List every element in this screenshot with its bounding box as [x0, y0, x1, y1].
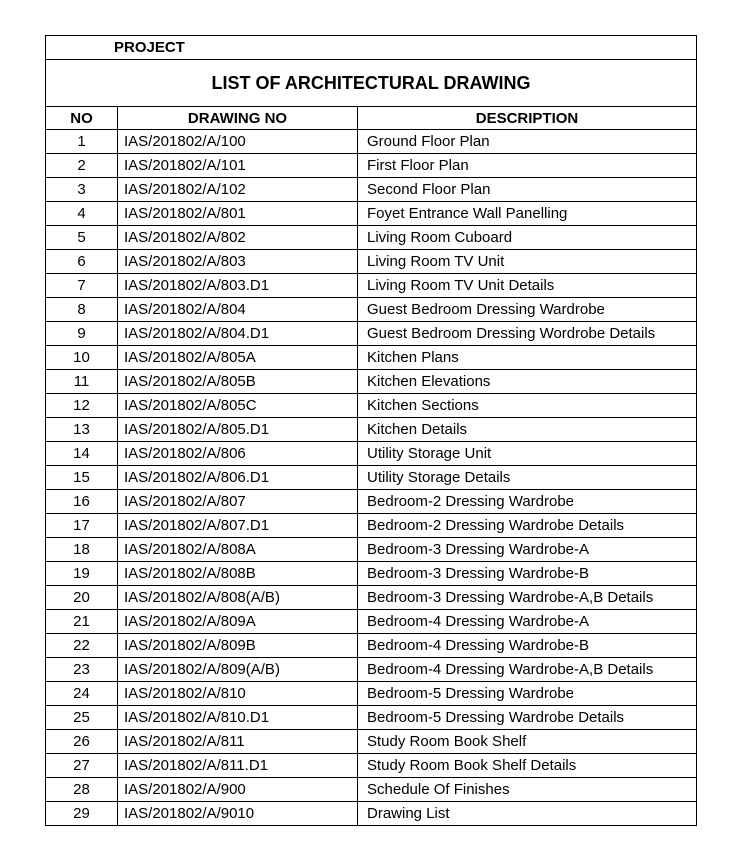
table-row: [46, 298, 697, 322]
drawing-description: Bedroom-4 Dressing Wardrobe-A,B Details: [358, 658, 697, 682]
table-row: [46, 130, 697, 154]
project-row: [46, 36, 697, 60]
table-row: [46, 706, 697, 730]
column-header-row: [46, 107, 697, 130]
drawing-description: Living Room TV Unit Details: [358, 274, 697, 298]
drawing-list-sheet: [45, 35, 696, 826]
row-number: 1: [46, 130, 118, 154]
row-number: 10: [46, 346, 118, 370]
drawing-number: IAS/201802/A/804.D1: [118, 322, 358, 346]
table-row: [46, 514, 697, 538]
drawing-description: Study Room Book Shelf Details: [358, 754, 697, 778]
row-number: 29: [46, 802, 118, 826]
drawing-description: Kitchen Elevations: [358, 370, 697, 394]
table-row: [46, 562, 697, 586]
row-number: 7: [46, 274, 118, 298]
table-row: [46, 154, 697, 178]
drawing-number: IAS/201802/A/809(A/B): [118, 658, 358, 682]
drawing-description: Bedroom-2 Dressing Wardrobe: [358, 490, 697, 514]
row-number: 11: [46, 370, 118, 394]
row-number: 23: [46, 658, 118, 682]
table-row: [46, 802, 697, 826]
drawing-number: IAS/201802/A/100: [118, 130, 358, 154]
drawing-number: IAS/201802/A/811.D1: [118, 754, 358, 778]
row-number: 20: [46, 586, 118, 610]
row-number: 13: [46, 418, 118, 442]
drawing-number: IAS/201802/A/810.D1: [118, 706, 358, 730]
drawing-number: IAS/201802/A/803.D1: [118, 274, 358, 298]
column-header-drawing-no: DRAWING NO: [118, 107, 358, 130]
drawing-number: IAS/201802/A/9010: [118, 802, 358, 826]
table-row: [46, 250, 697, 274]
drawing-number: IAS/201802/A/807.D1: [118, 514, 358, 538]
drawing-description: Bedroom-3 Dressing Wardrobe-A: [358, 538, 697, 562]
table-row: [46, 226, 697, 250]
drawing-description: Bedroom-4 Dressing Wardrobe-B: [358, 634, 697, 658]
table-row: [46, 778, 697, 802]
table-row: [46, 346, 697, 370]
table-row: [46, 418, 697, 442]
row-number: 6: [46, 250, 118, 274]
table-row: [46, 466, 697, 490]
table-row: [46, 202, 697, 226]
drawing-description: Drawing List: [358, 802, 697, 826]
table-row: [46, 754, 697, 778]
table-row: [46, 370, 697, 394]
drawing-description: Living Room TV Unit: [358, 250, 697, 274]
table-row: [46, 658, 697, 682]
drawing-description: Utility Storage Unit: [358, 442, 697, 466]
table-row: [46, 634, 697, 658]
row-number: 16: [46, 490, 118, 514]
row-number: 4: [46, 202, 118, 226]
row-number: 17: [46, 514, 118, 538]
drawing-description: Living Room Cuboard: [358, 226, 697, 250]
table-row: [46, 442, 697, 466]
row-number: 25: [46, 706, 118, 730]
row-number: 9: [46, 322, 118, 346]
drawing-number: IAS/201802/A/810: [118, 682, 358, 706]
table-row: [46, 538, 697, 562]
table-row: [46, 586, 697, 610]
table-row: [46, 730, 697, 754]
table-row: [46, 274, 697, 298]
drawing-description: Bedroom-4 Dressing Wardrobe-A: [358, 610, 697, 634]
table-row: [46, 682, 697, 706]
drawing-description: Guest Bedroom Dressing Wordrobe Details: [358, 322, 697, 346]
drawing-description: Kitchen Plans: [358, 346, 697, 370]
row-number: 27: [46, 754, 118, 778]
table-row: [46, 322, 697, 346]
drawing-number: IAS/201802/A/102: [118, 178, 358, 202]
drawing-description: Bedroom-3 Dressing Wardrobe-A,B Details: [358, 586, 697, 610]
row-number: 12: [46, 394, 118, 418]
row-number: 24: [46, 682, 118, 706]
drawing-number: IAS/201802/A/808B: [118, 562, 358, 586]
drawing-description: Bedroom-5 Dressing Wardrobe Details: [358, 706, 697, 730]
row-number: 2: [46, 154, 118, 178]
drawing-description: Schedule Of Finishes: [358, 778, 697, 802]
column-header-no: NO: [46, 107, 118, 130]
drawing-description: First Floor Plan: [358, 154, 697, 178]
drawing-description: Bedroom-5 Dressing Wardrobe: [358, 682, 697, 706]
drawing-description: Kitchen Details: [358, 418, 697, 442]
table-row: [46, 394, 697, 418]
drawing-number: IAS/201802/A/805.D1: [118, 418, 358, 442]
drawing-number: IAS/201802/A/802: [118, 226, 358, 250]
project-label: PROJECT: [46, 36, 697, 60]
page-title: LIST OF ARCHITECTURAL DRAWING: [46, 60, 697, 107]
drawing-description: Kitchen Sections: [358, 394, 697, 418]
row-number: 3: [46, 178, 118, 202]
table-row: [46, 178, 697, 202]
drawing-description: Second Floor Plan: [358, 178, 697, 202]
drawing-number: IAS/201802/A/811: [118, 730, 358, 754]
column-header-description: DESCRIPTION: [358, 107, 697, 130]
title-row: [46, 60, 697, 107]
drawing-number: IAS/201802/A/806: [118, 442, 358, 466]
drawing-description: Guest Bedroom Dressing Wardrobe: [358, 298, 697, 322]
row-number: 22: [46, 634, 118, 658]
drawing-number: IAS/201802/A/805A: [118, 346, 358, 370]
drawing-number: IAS/201802/A/101: [118, 154, 358, 178]
table-row: [46, 490, 697, 514]
row-number: 26: [46, 730, 118, 754]
drawing-description: Bedroom-2 Dressing Wardrobe Details: [358, 514, 697, 538]
drawing-description: Study Room Book Shelf: [358, 730, 697, 754]
drawing-description: Utility Storage Details: [358, 466, 697, 490]
row-number: 18: [46, 538, 118, 562]
row-number: 21: [46, 610, 118, 634]
drawing-number: IAS/201802/A/803: [118, 250, 358, 274]
drawing-number: IAS/201802/A/809A: [118, 610, 358, 634]
drawing-description: Bedroom-3 Dressing Wardrobe-B: [358, 562, 697, 586]
drawing-description: Foyet Entrance Wall Panelling: [358, 202, 697, 226]
drawing-number: IAS/201802/A/808(A/B): [118, 586, 358, 610]
drawing-list-table: [45, 35, 697, 826]
row-number: 14: [46, 442, 118, 466]
drawing-number: IAS/201802/A/808A: [118, 538, 358, 562]
row-number: 5: [46, 226, 118, 250]
drawing-number: IAS/201802/A/807: [118, 490, 358, 514]
drawing-number: IAS/201802/A/806.D1: [118, 466, 358, 490]
drawing-number: IAS/201802/A/801: [118, 202, 358, 226]
table-row: [46, 610, 697, 634]
drawing-description: Ground Floor Plan: [358, 130, 697, 154]
drawing-number: IAS/201802/A/900: [118, 778, 358, 802]
drawing-number: IAS/201802/A/809B: [118, 634, 358, 658]
drawing-number: IAS/201802/A/805B: [118, 370, 358, 394]
drawing-number: IAS/201802/A/805C: [118, 394, 358, 418]
row-number: 19: [46, 562, 118, 586]
row-number: 15: [46, 466, 118, 490]
row-number: 28: [46, 778, 118, 802]
drawing-number: IAS/201802/A/804: [118, 298, 358, 322]
row-number: 8: [46, 298, 118, 322]
